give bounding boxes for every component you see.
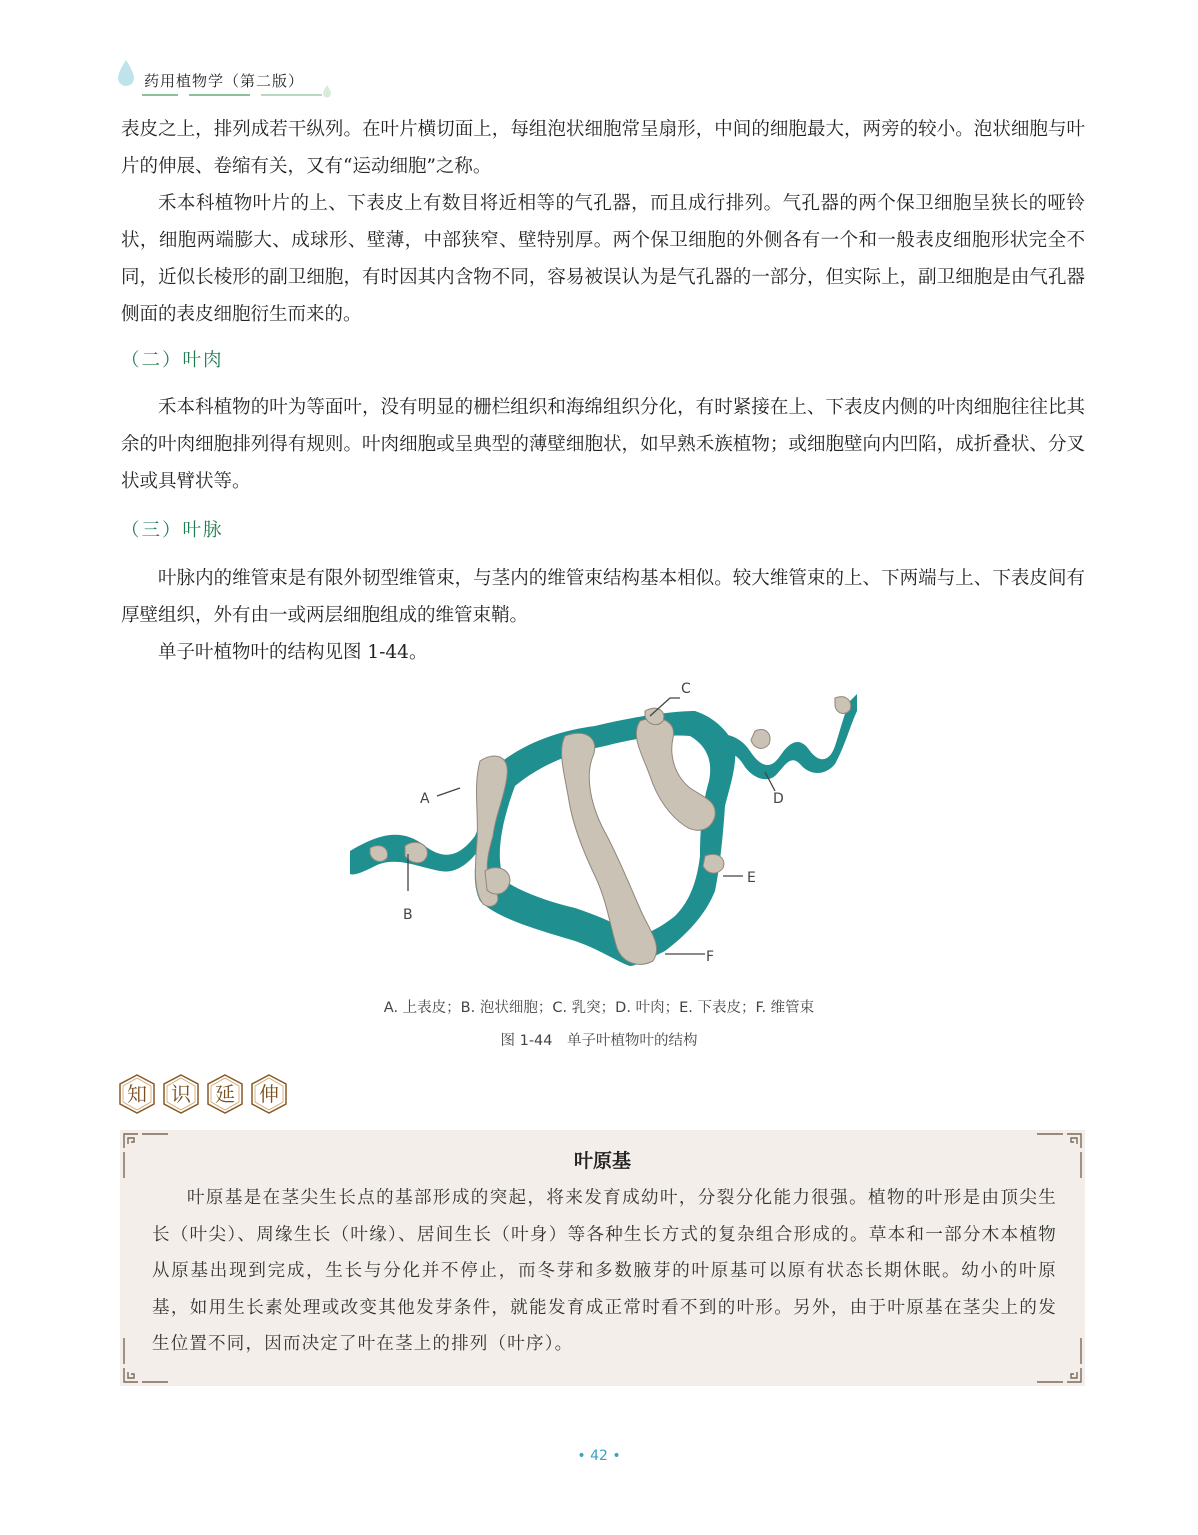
leaf-cross-section-figure	[345, 676, 865, 976]
paragraph: 表皮之上，排列成若干纵列。在叶片横切面上，每组泡状细胞常呈扇形，中间的细胞最大，两旁的较小。泡状细胞与叶片的伸展、卷缩有关，又有“运动细胞”之称。	[121, 119, 1085, 177]
badge-hexagon	[162, 1073, 200, 1115]
badge-char: 知	[127, 1082, 147, 1106]
figure-legend: A. 上表皮；B. 泡状细胞；C. 乳突；D. 叶肉；E. 下表皮；F. 维管束	[383, 1000, 815, 1016]
extension-text	[152, 1180, 1057, 1363]
book-title: 药用植物学（第二版）	[144, 72, 305, 90]
figure-label-d: D	[773, 791, 784, 807]
figure-label-f: F	[706, 949, 715, 965]
water-drop-icon	[116, 58, 136, 88]
figure-caption: 图 1-44 单子叶植物叶的结构	[500, 1033, 698, 1049]
badge-char: 伸	[259, 1082, 279, 1106]
body-text-section2	[121, 389, 1085, 500]
paragraph: 叶脉内的维管束是有限外韧型维管束，与茎内的维管束结构基本相似。较大维管束的上、下两端与上、下表皮间有厚壁组织，外有由一或两层细胞组成的维管束鞘。	[121, 568, 1085, 626]
body-text-top	[121, 111, 1085, 333]
page-number: • 42 •	[577, 1448, 621, 1464]
paragraph: 叶原基是在茎尖生长点的基部形成的突起，将来发育成幼叶，分裂分化能力很强。植物的叶形是由顶尖生长（叶尖）、周缘生长（叶缘）、居间生长（叶身）等各种生长方式的复杂组合形成的。草本和一部分木本植物从原基出现到完成，生长与分化并不停止，而冬芽和多数腋芽的叶原基可以原有状态长期休眠。幼小的叶原基，如用生长素处理或改变其他发芽条件，就能发育成正常时看不到的叶形。另外，由于叶原基在茎尖上的发生位置不同，因而决定了叶在茎上的排列（叶序）。	[152, 1188, 1057, 1354]
figure-label-c: C	[681, 681, 691, 697]
knowledge-extension-box	[120, 1130, 1085, 1386]
figure-label-b: B	[403, 907, 413, 923]
section-heading-mesophyll: （二）叶肉	[121, 350, 224, 371]
knowledge-extension-badges	[118, 1073, 288, 1115]
body-text-section3	[121, 560, 1085, 671]
running-header	[116, 58, 336, 100]
paragraph: 禾本科植物的叶为等面叶，没有明显的栅栏组织和海绵组织分化，有时紧接在上、下表皮内侧的叶肉细胞往往比其余的叶肉细胞排列得有规则。叶肉细胞或呈典型的薄壁细胞状，如早熟禾族植物；或细胞壁向内凹陷，成折叠状、分叉状或具臂状等。	[121, 397, 1085, 492]
extension-title: 叶原基	[573, 1150, 631, 1172]
badge-hexagon	[118, 1073, 156, 1115]
figure-label-e: E	[747, 870, 756, 886]
small-drop-icon	[322, 84, 332, 98]
badge-hexagon	[206, 1073, 244, 1115]
paragraph: 禾本科植物叶片的上、下表皮上有数目将近相等的气孔器，而且成行排列。气孔器的两个保卫细胞呈狭长的哑铃状，细胞两端膨大、成球形、壁薄，中部狭窄、壁特别厚。两个保卫细胞的外侧各有一个和一般表皮细胞形状完全不同，近似长棱形的副卫细胞，有时因其内含物不同，容易被误认为是气孔器的一部分，但实际上，副卫细胞是由气孔器侧面的表皮细胞衍生而来的。	[121, 193, 1085, 325]
badge-char: 延	[215, 1082, 235, 1106]
header-rule	[142, 94, 322, 96]
figure-reference: 单子叶植物叶的结构见图 1-44。	[158, 642, 428, 663]
badge-char: 识	[171, 1082, 191, 1106]
figure-label-a: A	[420, 791, 430, 807]
section-heading-vein: （三）叶脉	[121, 520, 224, 541]
badge-hexagon	[250, 1073, 288, 1115]
